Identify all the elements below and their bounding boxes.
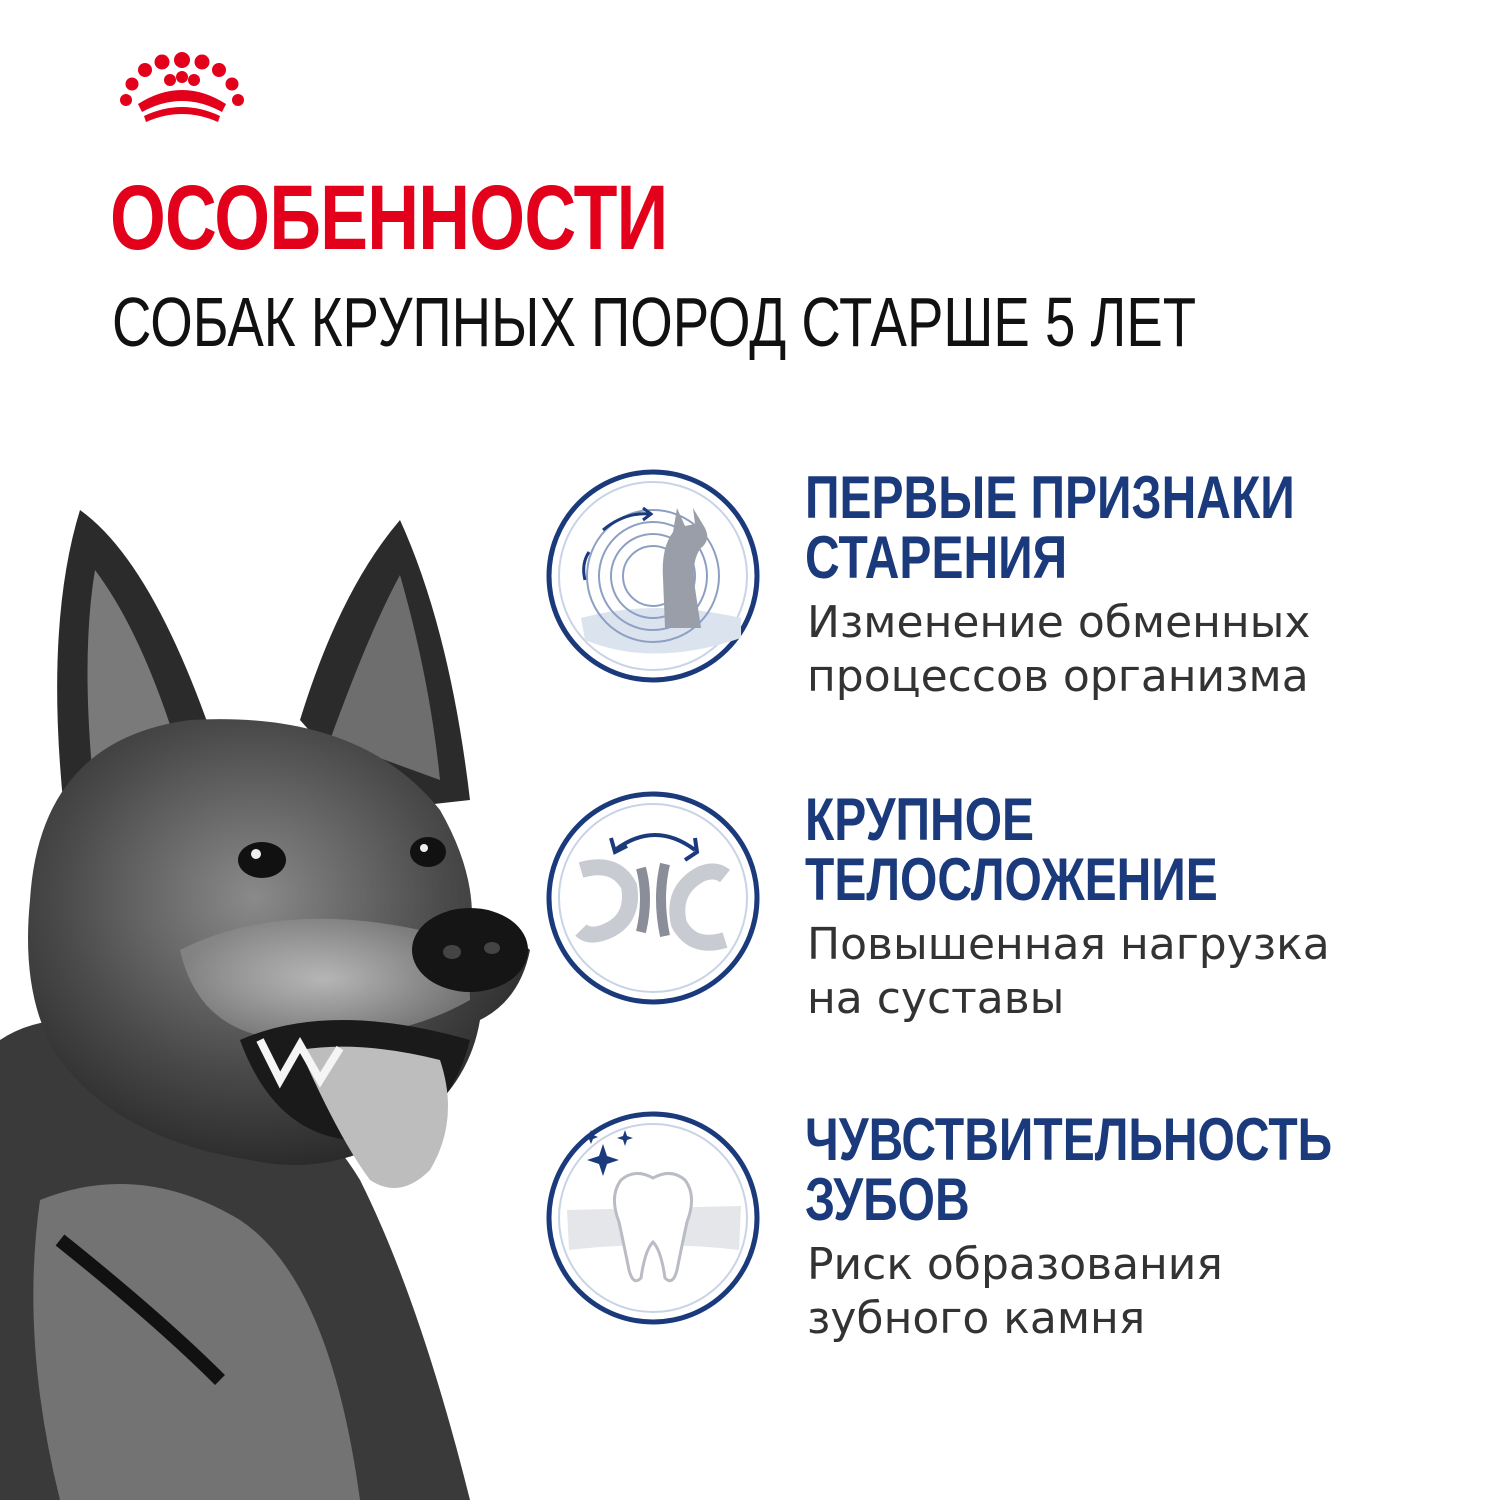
feature-title: КРУПНОЕ ТЕЛОСЛОЖЕНИЕ [805,786,1218,913]
page-title: ОСОБЕННОСТИ [110,167,668,269]
feature-title: ЧУВСТВИТЕЛЬНОСТЬ ЗУБОВ [805,1106,1333,1233]
feature-description: Риск образования зубного камня [807,1239,1223,1344]
joint-icon [545,790,761,1006]
aging-dog-icon [545,468,761,684]
tooth-icon [545,1110,761,1326]
page-subtitle: СОБАК КРУПНЫХ ПОРОД СТАРШЕ 5 ЛЕТ [112,283,1197,361]
dog-photo [0,480,560,1500]
feature-description: Повышенная нагрузка на суставы [807,919,1330,1024]
feature-title: ПЕРВЫЕ ПРИЗНАКИ СТАРЕНИЯ [805,464,1295,591]
feature-description: Изменение обменных процессов организма [807,597,1311,702]
crown-icon [118,50,246,126]
